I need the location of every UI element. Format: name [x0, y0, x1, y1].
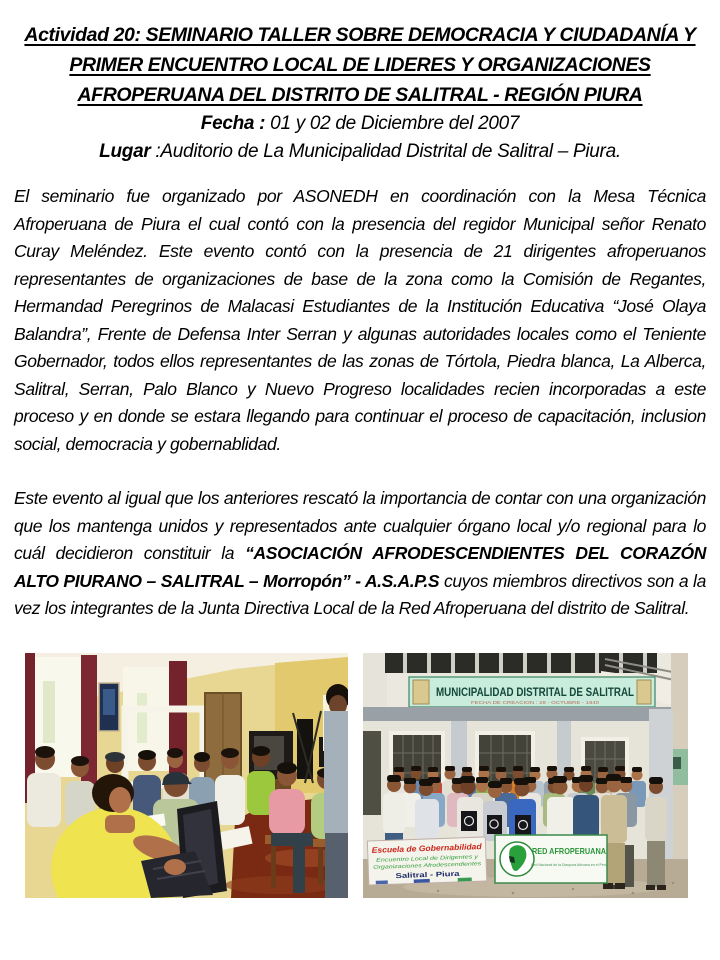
school-banner-location: Salitral - Piura [395, 871, 443, 881]
fecha-line [0, 110, 720, 138]
school-banner-title: Escuela de Gobernabilidad [371, 842, 475, 855]
paragraph-2-post: cuyos miembros directivos son a la vez los integrantes de la Junta Directiva Local de la Red Afroperuana del distrito de Salitral. [14, 570, 706, 618]
lugar-line [0, 138, 720, 166]
fecha-label: Fecha : [200, 113, 266, 134]
standing-man [324, 684, 348, 898]
red-banner-subtitle: Red Nacional de la Diaspora Africana en el Perú [531, 862, 607, 867]
seminar-room-photo [25, 653, 348, 898]
slab-band [363, 707, 671, 721]
school-banner-line2: Encuentro Local de Dirigentes y [375, 855, 453, 864]
building-sign-text: MUNICIPALIDAD DISTRITAL DE SALITRAL [436, 687, 634, 699]
upper-windows [385, 653, 657, 673]
building-sign-subtext: FECHA DE CREACION : 28 - OCTUBRE - 1940 [471, 700, 600, 705]
red-afroperuana-banner [495, 835, 607, 883]
title-line-1: Actividad 20: SEMINARIO TALLER SOBRE DEMOCRACIA Y CIUDADANÍA Y [24, 24, 696, 46]
municipality-group-photo [363, 653, 688, 898]
paragraph-2 [14, 485, 706, 623]
paragraph-2-pre: Este evento al igual que los anteriores rescató la importancia de contar con una organización que los mantenga unidos y representados ante cualquier órgano local y/o regional para lo cuál decidieron constituir la [14, 488, 706, 563]
photo-row [25, 653, 688, 898]
title-line-3: AFROPERUANA DEL DISTRITO DE SALITRAL - REGIÓN PIURA [77, 84, 643, 106]
document-title [0, 0, 720, 110]
paragraph-1: El seminario fue organizado por ASONEDH en coordinación con la Mesa Técnica Afroperuana de Piura el cual contó con la presencia del regidor Municipal señor Renato Curay Meléndez. Este evento contó con la presencia de 21 dirigentes afroperuanos representantes de organizaciones de base de la zona como la Comisión de Regantes, Hermandad Peregrinos de Malacasi Estudiantes de la Institución Educativa “José Olaya Balandra”, Frente de Defensa Inter Serran y algunas autoridades locales como el Teniente Gobernador, todos ellos representantes de las zonas de Tórtola, Piedra blanca, La Alberca, Salitral, Serran, Palo Blanco y Nuevo Progreso localidades recien incorporadas a este proceso y en donde se estara llegando para continuar el proceso de capacitación, inclusion social, democracia y gobernablidad. [14, 186, 706, 454]
municipality-sign [409, 677, 655, 707]
paragraph-2-association-name: “ASOCIACIÓN AFRODESCENDIENTES DEL CORAZÓN ALTO PIURANO – SALITRAL – Morropón” - A.S.A.P.S [14, 543, 706, 591]
title-line-2: PRIMER ENCUENTRO LOCAL DE LIDERES Y ORGANIZACIONES [69, 54, 651, 76]
picture-frame [99, 683, 119, 731]
lugar-label: Lugar [99, 141, 151, 162]
school-banner-line3: Organizaciones Afrodescendientes [373, 861, 457, 871]
school-banner [367, 837, 486, 885]
lugar-value: :Auditorio de La Municipalidad Distrital de Salitral – Piura. [150, 141, 621, 162]
red-banner-title: RED AFROPERUANA [532, 846, 606, 856]
fecha-value: 01 y 02 de Diciembre del 2007 [265, 113, 520, 134]
